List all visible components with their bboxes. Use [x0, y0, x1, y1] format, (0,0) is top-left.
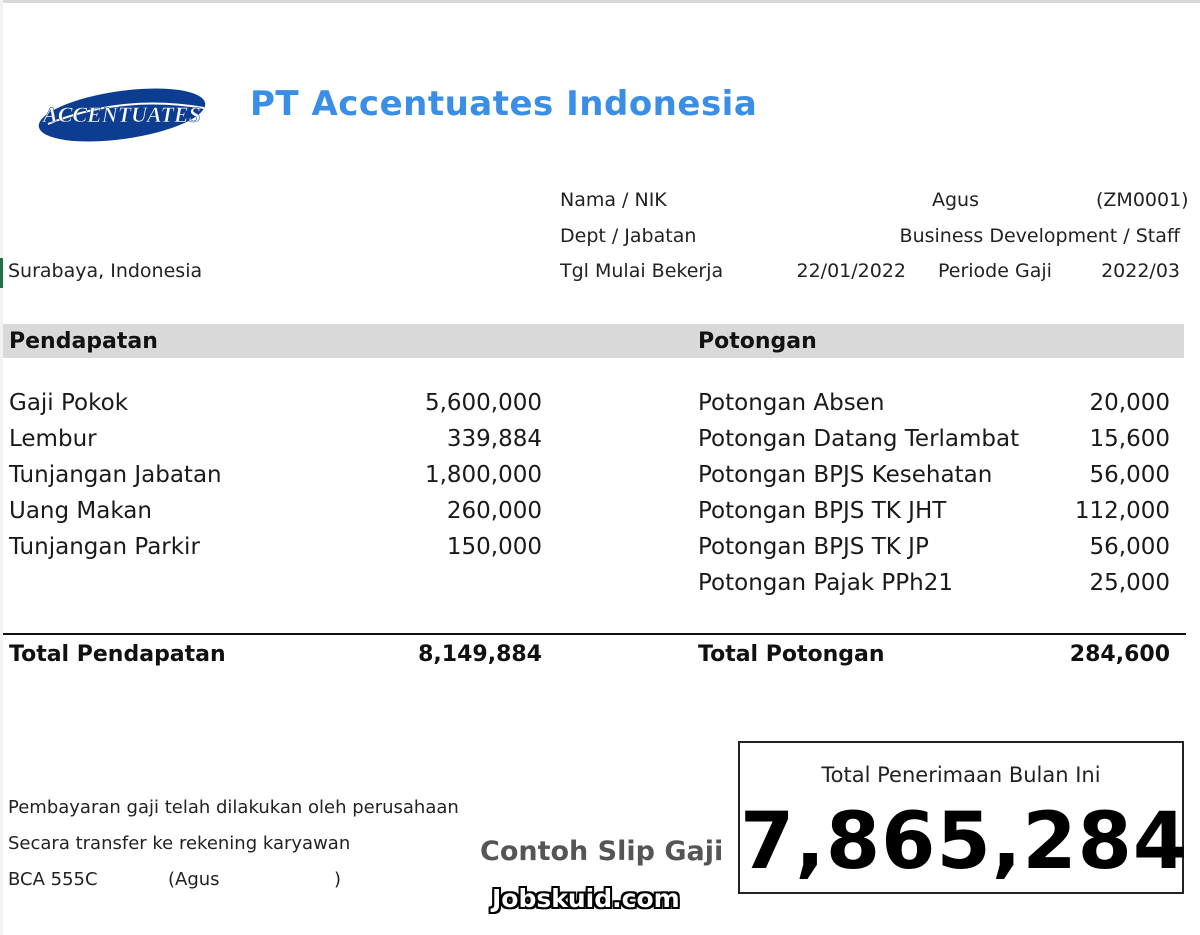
total-deductions-label: Total Potongan: [698, 642, 885, 667]
deduction-value: 56,000: [1089, 534, 1170, 560]
earning-value: 1,800,000: [424, 462, 542, 488]
earning-label: Lembur: [9, 426, 97, 452]
deduction-label: Potongan BPJS Kesehatan: [698, 462, 993, 488]
deduction-label: Potongan BPJS TK JHT: [698, 498, 947, 524]
earning-value: 150,000: [446, 534, 542, 560]
net-pay-box: [738, 741, 1189, 894]
deduction-label: Potongan Pajak PPh21: [698, 570, 953, 596]
earning-value: 339,884: [446, 426, 542, 452]
watermark-site: Jobskuid.com: [492, 884, 680, 913]
employee-nik: (ZM0001): [1096, 189, 1189, 211]
company-location: Surabaya, Indonesia: [8, 260, 203, 282]
start-date-value: 22/01/2022: [796, 260, 906, 282]
total-deductions-value: 284,600: [1069, 642, 1170, 667]
dept-label: Dept / Jabatan: [560, 225, 697, 247]
deduction-value: 15,600: [1089, 426, 1170, 452]
payment-note-line2: Secara transfer ke rekening karyawan: [8, 833, 351, 854]
earning-label: Tunjangan Parkir: [9, 534, 200, 560]
deduction-value: 56,000: [1089, 462, 1170, 488]
start-date-label: Tgl Mulai Bekerja: [560, 260, 724, 282]
dept-value: Business Development / Staff: [899, 225, 1180, 247]
company-name: PT Accentuates Indonesia: [250, 84, 758, 124]
deduction-label: Potongan Datang Terlambat: [698, 426, 1020, 452]
totals-divider: [3, 633, 1186, 635]
payment-note-line1: Pembayaran gaji telah dilakukan oleh perusahaan: [8, 797, 459, 818]
bank-account: BCA 555C: [8, 869, 98, 890]
earning-value: 5,600,000: [424, 390, 542, 416]
account-holder: (Agus: [168, 869, 220, 890]
company-logo: [36, 84, 208, 146]
earning-label: Tunjangan Jabatan: [9, 462, 222, 488]
account-holder-close: ): [334, 869, 342, 890]
deduction-value: 25,000: [1089, 570, 1170, 596]
watermark-caption: Contoh Slip Gaji: [480, 836, 724, 867]
deduction-value: 112,000: [1074, 498, 1170, 524]
section-header-bar: [3, 324, 1184, 358]
deductions-title: Potongan: [698, 329, 817, 354]
period-label: Periode Gaji: [938, 260, 1052, 282]
logo-text: ACCENTUATES: [43, 102, 201, 127]
cell-selection-marker: [0, 258, 3, 288]
total-earnings-label: Total Pendapatan: [9, 642, 226, 667]
earning-value: 260,000: [446, 498, 542, 524]
deduction-label: Potongan Absen: [698, 390, 885, 416]
total-earnings-value: 8,149,884: [418, 642, 542, 667]
sheet-top-gridline: [0, 0, 1200, 3]
name-nik-label: Nama / NIK: [560, 189, 667, 211]
earning-label: Uang Makan: [9, 498, 152, 524]
employee-name: Agus: [932, 189, 979, 211]
earning-label: Gaji Pokok: [9, 390, 129, 416]
period-value: 2022/03: [1101, 260, 1180, 282]
deduction-value: 20,000: [1089, 390, 1170, 416]
earnings-title: Pendapatan: [9, 329, 158, 354]
deduction-label: Potongan BPJS TK JP: [698, 534, 929, 560]
net-pay-label: Total Penerimaan Bulan Ini: [821, 763, 1101, 787]
net-pay-value: 7,865,284: [740, 797, 1189, 887]
sheet-left-gridline: [0, 0, 3, 935]
